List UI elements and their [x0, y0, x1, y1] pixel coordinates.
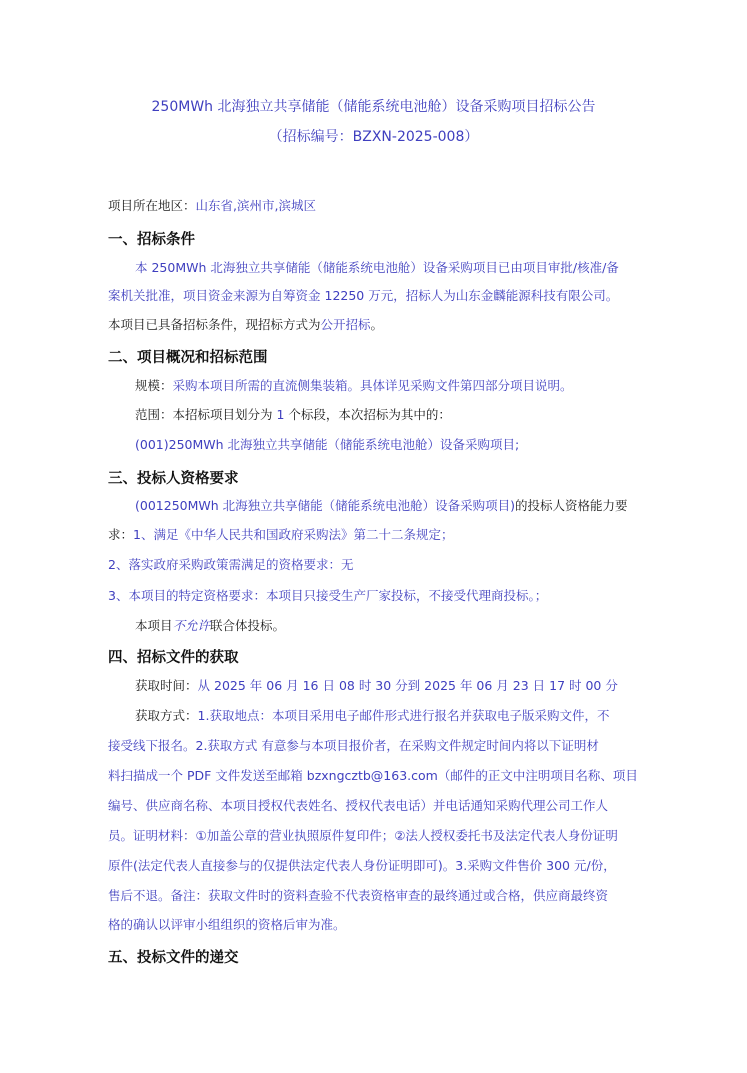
- acquisition-way-line-4: 编号、供应商名称、本项目授权代表姓名、授权代表电话）并电话通知采购代理公司工作人: [108, 798, 609, 813]
- page-title: 250MWh 北海独立共享储能（储能系统电池舱）设备采购项目招标公告: [151, 99, 596, 115]
- qualification-line-1: (001250MWh 北海独立共享储能（储能系统电池舱）设备采购项目)的投标人资格能力要: [135, 498, 628, 513]
- lot-item: (001)250MWh 北海独立共享储能（储能系统电池舱）设备采购项目;: [135, 437, 520, 452]
- section-heading-bidder-qualifications: 三、投标人资格要求: [108, 471, 239, 487]
- acquisition-way-line-5: 员。证明材料：①加盖公章的营业执照原件复印件；②法人授权委托书及法定代表人身份证明: [108, 828, 618, 843]
- lot-count: 1: [272, 407, 289, 422]
- project-scope: 范围：本招标项目划分为 1 个标段，本次招标为其中的：: [135, 407, 451, 422]
- section-heading-bid-submission: 五、投标文件的递交: [108, 950, 239, 966]
- section-heading-tender-conditions: 一、招标条件: [108, 232, 195, 248]
- section-heading-project-overview: 二、项目概况和招标范围: [108, 350, 268, 366]
- tender-method: 公开招标: [320, 317, 371, 332]
- funding-source: 自筹资金 12250 万元: [270, 288, 394, 303]
- qualification-line-2: 求：1、满足《中华人民共和国政府采购法》第二十二条规定；: [108, 527, 454, 542]
- conditions-line-2: 案机关批准，项目资金来源为自筹资金 12250 万元，招标人为山东金麟能源科技有限公司。: [108, 288, 619, 303]
- tender-number: （招标编号：BZXN-2025-008）: [268, 129, 479, 145]
- acquisition-way-line-7: 售后不退。备注：获取文件时的资料查验不代表资格审查的最终通过或合格，供应商最终资: [108, 888, 609, 903]
- section-heading-document-acquisition: 四、招标文件的获取: [108, 650, 239, 666]
- acquisition-way-line-2: 接受线下报名。2.获取方式 有意参与本项目报价者，在采购文件规定时间内将以下证明材: [108, 738, 599, 753]
- acquisition-way-line-6: 原件(法定代表人直接参与的仅提供法定代表人身份证明即可)。3.采购文件售价 300 元/份，: [108, 858, 616, 873]
- location-label: 项目所在地区：: [108, 198, 196, 213]
- acquisition-way-line-1: 获取方式：1.获取地点：本项目采用电子邮件形式进行报名并获取电子版采购文件，不: [135, 708, 610, 723]
- tenderer-name: 山东金麟能源科技有限公司: [455, 288, 606, 303]
- qualification-specific: 3、本项目的特定资格要求：本项目只接受生产厂家投标，不接受代理商投标。；: [108, 588, 548, 603]
- project-scale: 规模：采购本项目所需的直流侧集装箱。具体详见采购文件第四部分项目说明。: [135, 378, 573, 393]
- acquisition-way-line-3: 料扫描成一个 PDF 文件发送至邮箱 bzxngcztb@163.com（邮件的正文中注明项目名称、项目: [108, 768, 638, 783]
- conditions-line-1: 本 250MWh 北海独立共享储能（储能系统电池舱）设备采购项目已由项目审批/核准/备: [135, 260, 619, 275]
- acquisition-way-line-8: 格的确认以评审小组组织的资格后审为准。: [108, 917, 346, 932]
- project-location: [108, 198, 316, 214]
- consortium-statement: 本项目不允许联合体投标。: [135, 618, 286, 633]
- acquisition-time: 获取时间：从 2025 年 06 月 16 日 08 时 30 分到 2025 年 06 月 23 日 17 时 00 分: [135, 678, 618, 693]
- location-value: 山东省,滨州市,滨城区: [195, 198, 316, 213]
- conditions-line-3: 本项目已具备招标条件，现招标方式为公开招标。: [108, 317, 384, 332]
- qualification-policy: 2、落实政府采购政策需满足的资格要求：无: [108, 557, 354, 572]
